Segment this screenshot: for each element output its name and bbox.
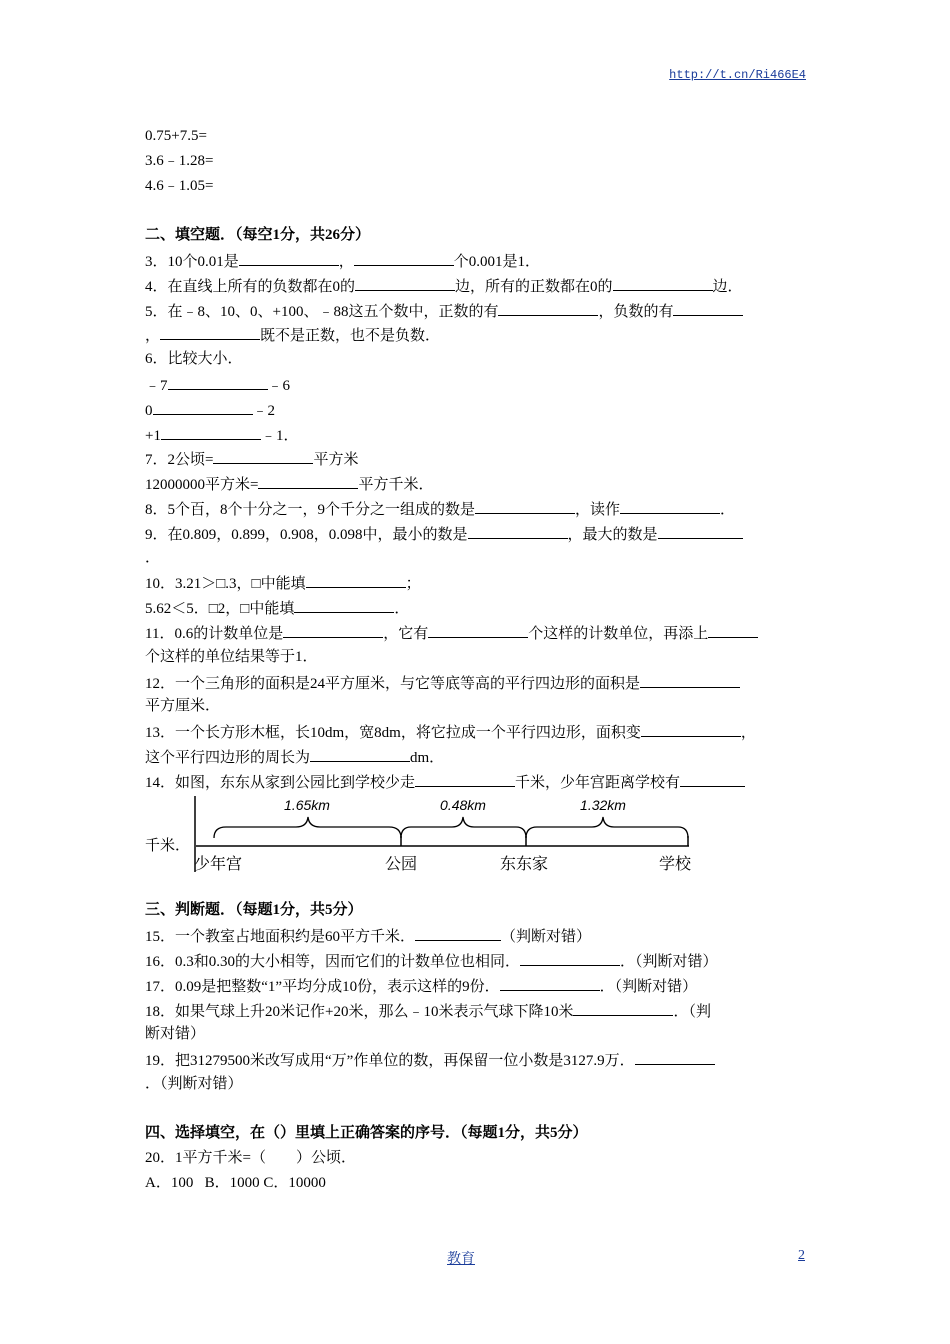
answer-blank[interactable] xyxy=(310,744,410,762)
answer-blank[interactable] xyxy=(355,273,455,291)
question-11-cont: 个这样的单位结果等于1． xyxy=(145,648,318,665)
brace-segment-1 xyxy=(214,817,401,838)
answer-blank[interactable] xyxy=(573,998,673,1016)
question-9: 9．在0.809，0.899，0.908，0.098中，最小的数是 ，最大的数是 xyxy=(145,521,813,546)
calc-3: 4.6﹣1.05= xyxy=(145,177,214,194)
question-20-options: A．100 B．1000 C．10000 xyxy=(145,1175,326,1192)
question-20: 20．1平方千米=（ ）公顷． xyxy=(145,1150,356,1167)
question-16: 16．0.3和0.30的大小相等，因而它们的计数单位也相同． ．（判断对错） xyxy=(145,948,813,973)
question-11: 11．0.6的计数单位是 ，它有 个这样的计数单位，再添上 xyxy=(145,620,813,645)
answer-blank[interactable] xyxy=(258,471,358,489)
segment-label-1: 1.65km xyxy=(284,796,330,813)
question-7-b: 12000000平方米= 平方千米． xyxy=(145,471,813,496)
page-content xyxy=(145,124,813,1196)
answer-blank[interactable] xyxy=(641,719,741,737)
question-13: 13．一个长方形木框，长10dm，宽8dm，将它拉成一个平行四边形，面积变 ， xyxy=(145,719,813,744)
answer-blank[interactable] xyxy=(468,521,568,539)
question-19-cont: ．（判断对错） xyxy=(145,1075,243,1092)
answer-blank[interactable] xyxy=(500,973,600,991)
question-14-unit: 千米． xyxy=(145,837,191,854)
answer-blank[interactable] xyxy=(168,372,268,390)
question-12-cont: 平方厘米． xyxy=(145,698,221,715)
answer-blank[interactable] xyxy=(498,298,598,316)
compare-3: +1 ﹣1． xyxy=(145,422,813,447)
question-9-end: ． xyxy=(145,549,161,566)
answer-blank[interactable] xyxy=(658,521,743,539)
answer-blank[interactable] xyxy=(239,248,339,266)
answer-blank[interactable] xyxy=(520,948,620,966)
answer-blank[interactable] xyxy=(640,670,740,688)
footer-link[interactable]: 教育 xyxy=(447,1252,475,1267)
answer-blank[interactable] xyxy=(428,620,528,638)
question-12: 12．一个三角形的面积是24平方厘米，与它等底等高的平行四边形的面积是 xyxy=(145,670,813,695)
page-number: 2 xyxy=(798,1248,805,1263)
answer-blank[interactable] xyxy=(475,496,575,514)
answer-blank[interactable] xyxy=(708,620,758,638)
distance-diagram xyxy=(194,794,691,874)
calc-1: 0.75+7.5= xyxy=(145,128,207,144)
question-19: 19．把31279500米改写成用“万”作单位的数，再保留一位小数是3127.9万． xyxy=(145,1047,813,1072)
answer-blank[interactable] xyxy=(673,298,743,316)
question-5: 5．在﹣8、10、0、+100、﹣88这五个数中，正数的有 ，负数的有 xyxy=(145,298,813,323)
compare-1: ﹣7 ﹣6 xyxy=(145,372,813,397)
question-7: 7．2公顷= 平方米 xyxy=(145,446,813,471)
segment-label-2: 0.48km xyxy=(440,796,486,813)
question-17: 17．0.09是把整数“1”平均分成10份，表示这样的9份． ．（判断对错） xyxy=(145,973,813,998)
question-5-cont: ， 既不是正数，也不是负数． xyxy=(145,322,813,347)
answer-blank[interactable] xyxy=(680,769,745,787)
answer-blank[interactable] xyxy=(613,273,713,291)
answer-blank[interactable] xyxy=(620,496,720,514)
section-4-title: 四、选择填空，在（）里填上正确答案的序号．（每题1分，共5分） xyxy=(145,1125,588,1142)
question-18: 18．如果气球上升20米记作+20米，那么﹣10米表示气球下降10米 ．（判 xyxy=(145,998,813,1023)
question-14: 14．如图，东东从家到公园比到学校少走 千米，少年宫距离学校有 xyxy=(145,769,813,794)
answer-blank[interactable] xyxy=(161,422,261,440)
question-13-cont: 这个平行四边形的周长为 dm． xyxy=(145,744,813,769)
answer-blank[interactable] xyxy=(635,1047,715,1065)
section-3-title: 三、判断题．（每题1分，共5分） xyxy=(145,902,363,919)
answer-blank[interactable] xyxy=(306,570,406,588)
answer-blank[interactable] xyxy=(354,248,454,266)
answer-blank[interactable] xyxy=(415,923,501,941)
place-label-park: 公园 xyxy=(384,853,418,873)
answer-blank[interactable] xyxy=(213,446,313,464)
place-label-home: 东东家 xyxy=(499,853,549,873)
answer-blank[interactable] xyxy=(153,397,253,415)
compare-2: 0 ﹣2 xyxy=(145,397,813,422)
question-10: 10．3.21＞□.3，□中能填 ； xyxy=(145,570,813,595)
calc-2: 3.6﹣1.28= xyxy=(145,152,214,169)
question-6: 6．比较大小． xyxy=(145,351,243,368)
place-label-school: 学校 xyxy=(658,853,691,873)
question-15: 15．一个教室占地面积约是60平方千米． （判断对错） xyxy=(145,923,813,948)
answer-blank[interactable] xyxy=(160,322,260,340)
answer-blank[interactable] xyxy=(283,620,383,638)
question-14-figure-row xyxy=(145,794,813,874)
question-18-cont: 断对错） xyxy=(145,1026,206,1043)
place-label-youth-palace: 少年宫 xyxy=(194,853,243,873)
question-3: 3．10个0.01是 ， 个0.001是1． xyxy=(145,248,813,273)
section-2-title: 二、填空题．（每空1分，共26分） xyxy=(145,227,371,244)
question-4: 4．在直线上所有的负数都在0的 边，所有的正数都在0的 边． xyxy=(145,273,813,298)
answer-blank[interactable] xyxy=(415,769,515,787)
brace-segment-2 xyxy=(401,817,526,838)
question-8: 8．5个百，8个十分之一，9个千分之一组成的数是 ，读作 ． xyxy=(145,496,813,521)
brace-segment-3 xyxy=(526,817,688,838)
question-10-b: 5.62＜5．□2，□中能填 ． xyxy=(145,595,813,620)
segment-label-3: 1.32km xyxy=(580,796,626,813)
header-link[interactable]: http://t.cn/Ri466E4 xyxy=(669,68,806,82)
answer-blank[interactable] xyxy=(294,595,394,613)
